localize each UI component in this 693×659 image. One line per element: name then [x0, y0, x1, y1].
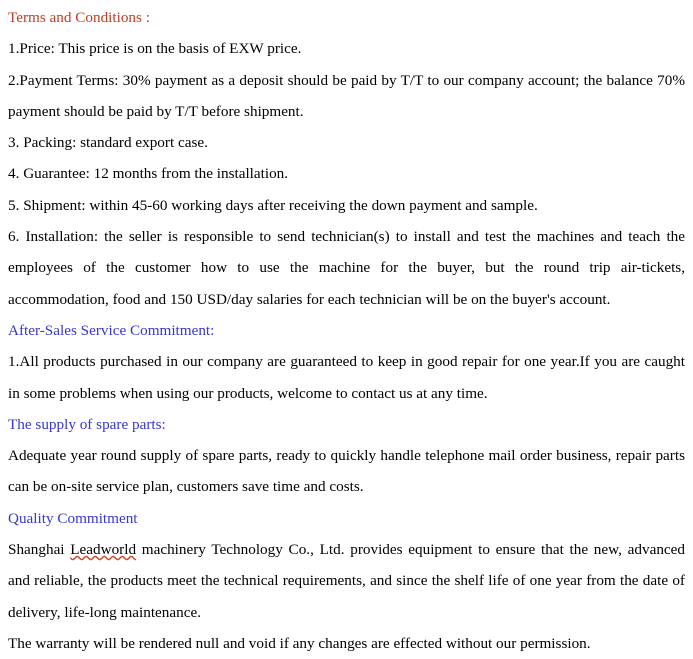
section-heading-the-supply-of-spare-parts: The supply of spare parts:: [8, 415, 166, 433]
terms-item-4: 4. Guarantee: 12 months from the installation.: [8, 165, 289, 183]
quality-item-2: The warranty will be rendered null and void if any changes are effected without our permission.: [8, 634, 591, 652]
quality-item-1-text-end: machinery Technology Co., Ltd. provides equipment to ensure that the new, advanced and reliable, the products meet the technical requirements, and since the shelf life of one year from the date of delivery, life-long maintenance.: [8, 541, 685, 621]
section-heading-terms-and-conditions: Terms and Conditions :: [8, 9, 150, 26]
quality-item-1: [8, 534, 685, 628]
quality-item-1-text-start: Shanghai: [8, 541, 71, 559]
section-heading-quality-commitment: Quality Commitment: [8, 509, 138, 527]
section-heading-after-sales-service-commitment: After-Sales Service Commitment:: [8, 321, 215, 339]
spellcheck-word-leadworld: Leadworld: [70, 541, 137, 559]
spare-parts-item-1: Adequate year round supply of spare parts, ready to quickly handle telephone mail order business, repair parts can be on-site service plan, customers save time and costs.: [8, 447, 685, 496]
after-sales-item-1: 1.All products purchased in our company are guaranteed to keep in good repair for one year.If you are caught in some problems when using our products, welcome to contact us at any time.: [8, 353, 685, 402]
terms-item-5: 5. Shipment: within 45-60 working days after receiving the down payment and sample.: [8, 196, 538, 214]
terms-item-1: 1.Price: This price is on the basis of EXW price.: [8, 40, 302, 58]
terms-item-2: 2.Payment Terms: 30% payment as a deposit should be paid by T/T to our company account; the balance 70% payment should be paid by T/T before shipment.: [8, 71, 685, 120]
terms-item-3: 3. Packing: standard export case.: [8, 134, 208, 152]
terms-item-6: 6. Installation: the seller is responsible to send technician(s) to install and test the machines and teach the employees of the customer how to use the machine for the buyer, but the round trip air-tickets, accommodation, food and 150 USD/day salaries for each technician will be on the buyer's account.: [8, 228, 685, 308]
